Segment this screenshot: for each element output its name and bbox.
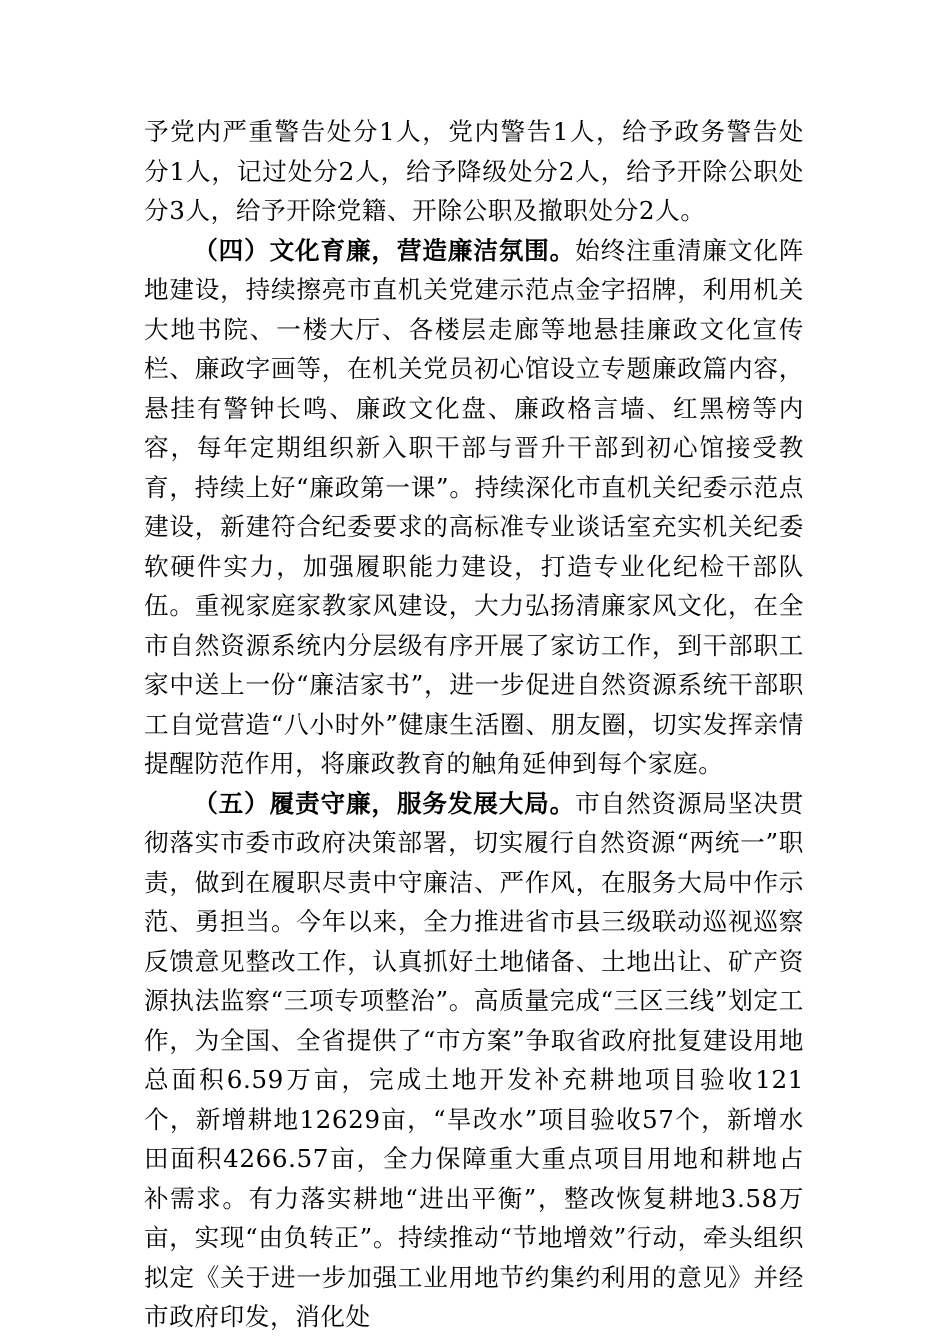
paragraph-culture: [144, 231, 804, 784]
paragraph-continuation: [144, 112, 804, 231]
section-heading-5: （五）履责守廉，服务发展大局。: [193, 788, 576, 818]
paragraph-duty: [144, 784, 804, 1337]
paragraph-text: 市自然资源局坚决贯彻落实市委市政府决策部署，切实履行自然资源“两统一”职责，做到在履职尽责中守廉洁、严作风，在服务大局中作示范、勇担当。今年以来，全力推进省市县三级联动巡视巡察反馈意见整改工作，认真抓好土地储备、土地出让、矿产资源执法监察“三项专项整治”。高质量完成“三区三线”划定工作，为全国、全省提供了“市方案”争取省政府批复建设用地总面积6.59万亩，完成土地开发补充耕地项目验收121个，新增耕地12629亩，“旱改水”项目验收57个，新增水田面积4266.57亩，全力保障重大重点项目用地和耕地占补需求。有力落实耕地“进出平衡”，整改恢复耕地3.58万亩，实现“由负转正”。持续推动“节地增效”行动，牵头组织拟定《关于进一步加强工业用地节约集约利用的意见》并经市政府印发，消化处: [144, 788, 804, 1331]
paragraph-text: 始终注重清廉文化阵地建设，持续擦亮市直机关党建示范点金字招牌，利用机关大地书院、一楼大厅、各楼层走廊等地悬挂廉政文化宣传栏、廉政字画等，在机关党员初心馆设立专题廉政篇内容，悬挂有警钟长鸣、廉政文化盘、廉政格言墙、红黑榜等内容，每年定期组织新入职干部与晋升干部到初心馆接受教育，持续上好“廉政第一课”。持续深化市直机关纪委示范点建设，新建符合纪委要求的高标准专业谈话室充实机关纪委软硬件实力，加强履职能力建设，打造专业化纪检干部队伍。重视家庭家教家风建设，大力弘扬清廉家风文化，在全市自然资源系统内分层级有序开展了家访工作，到干部职工家中送上一份“廉洁家书”，进一步促进自然资源系统干部职工自觉营造“八小时外”健康生活圈、朋友圈，切实发挥亲情提醒防范作用，将廉政教育的触角延伸到每个家庭。: [144, 235, 804, 778]
document-body: [144, 112, 804, 1337]
section-heading-4: （四）文化育廉，营造廉洁氛围。: [193, 235, 576, 265]
paragraph-text: 予党内严重警告处分1人，党内警告1人，给予政务警告处分1人，记过处分2人，给予降级处分2人，给予开除公职处分3人，给予开除党籍、开除公职及撤职处分2人。: [144, 117, 804, 225]
